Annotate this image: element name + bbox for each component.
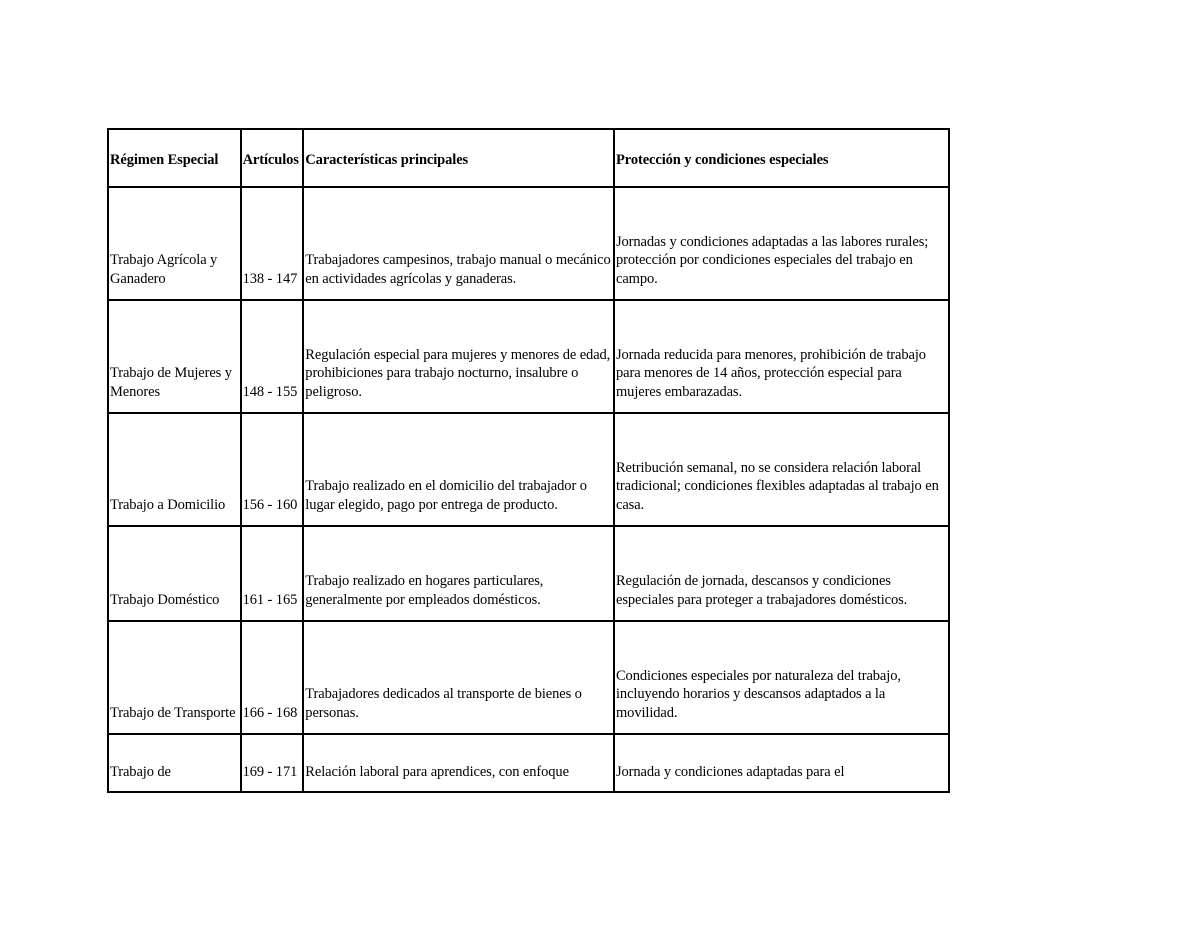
cell-proteccion: Regulación de jornada, descansos y condiciones especiales para proteger a trabajadores domésticos.	[614, 526, 949, 621]
table-row	[108, 413, 949, 526]
table-header-row	[108, 129, 949, 187]
cell-caracteristicas: Trabajadores dedicados al transporte de bienes o personas.	[303, 621, 614, 734]
table-row	[108, 734, 949, 792]
table-row	[108, 187, 949, 300]
table-row	[108, 526, 949, 621]
cell-regimen: Trabajo Agrícola y Ganadero	[108, 187, 241, 300]
cell-regimen: Trabajo de Mujeres y Menores	[108, 300, 241, 413]
cell-caracteristicas: Trabajo realizado en el domicilio del trabajador o lugar elegido, pago por entrega de producto.	[303, 413, 614, 526]
cell-articulos: 156 - 160	[241, 413, 304, 526]
table-row	[108, 300, 949, 413]
header-caracteristicas: Características principales	[303, 129, 614, 187]
cell-caracteristicas: Trabajadores campesinos, trabajo manual o mecánico en actividades agrícolas y ganaderas.	[303, 187, 614, 300]
cell-regimen: Trabajo de	[108, 734, 241, 792]
cell-caracteristicas: Trabajo realizado en hogares particulares, generalmente por empleados domésticos.	[303, 526, 614, 621]
header-regimen: Régimen Especial	[108, 129, 241, 187]
cell-regimen: Trabajo de Transporte	[108, 621, 241, 734]
regimen-table	[107, 128, 950, 793]
cell-regimen: Trabajo a Domicilio	[108, 413, 241, 526]
cell-articulos: 169 - 171	[241, 734, 304, 792]
cell-caracteristicas: Relación laboral para aprendices, con enfoque	[303, 734, 614, 792]
cell-proteccion: Condiciones especiales por naturaleza del trabajo, incluyendo horarios y descansos adaptados a la movilidad.	[614, 621, 949, 734]
header-articulos: Artículos	[241, 129, 304, 187]
cell-proteccion: Retribución semanal, no se considera relación laboral tradicional; condiciones flexibles adaptadas al trabajo en casa.	[614, 413, 949, 526]
cell-articulos: 138 - 147	[241, 187, 304, 300]
cell-proteccion: Jornadas y condiciones adaptadas a las labores rurales; protección por condiciones especiales del trabajo en campo.	[614, 187, 949, 300]
cell-proteccion: Jornada reducida para menores, prohibición de trabajo para menores de 14 años, protección especial para mujeres embarazadas.	[614, 300, 949, 413]
cell-articulos: 148 - 155	[241, 300, 304, 413]
cell-regimen: Trabajo Doméstico	[108, 526, 241, 621]
cell-caracteristicas: Regulación especial para mujeres y menores de edad, prohibiciones para trabajo nocturno, insalubre o peligroso.	[303, 300, 614, 413]
header-proteccion: Protección y condiciones especiales	[614, 129, 949, 187]
cell-articulos: 166 - 168	[241, 621, 304, 734]
table-row	[108, 621, 949, 734]
cell-proteccion: Jornada y condiciones adaptadas para el	[614, 734, 949, 792]
cell-articulos: 161 - 165	[241, 526, 304, 621]
